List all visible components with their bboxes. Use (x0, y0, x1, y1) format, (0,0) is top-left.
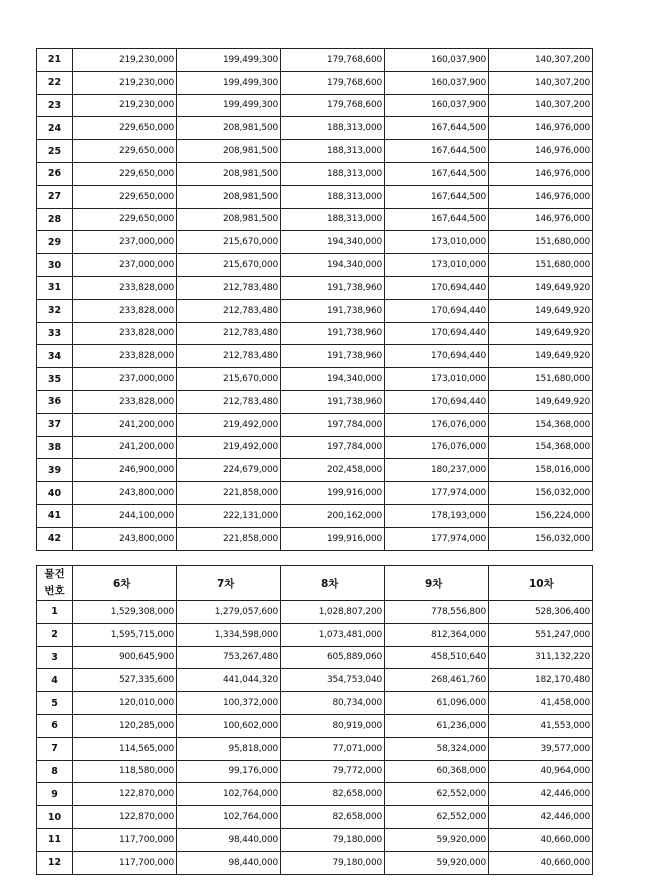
price-cell: 177,974,000 (385, 482, 489, 505)
price-cell: 170,694,440 (385, 299, 489, 322)
price-cell: 753,267,480 (177, 646, 281, 669)
item-number-cell: 1 (37, 601, 73, 624)
round-header-10: 10차 (489, 566, 593, 601)
price-cell: 146,976,000 (489, 140, 593, 163)
price-cell: 100,372,000 (177, 692, 281, 715)
price-cell: 194,340,000 (281, 231, 385, 254)
price-cell: 179,768,600 (281, 71, 385, 94)
item-number-cell: 28 (37, 208, 73, 231)
price-cell: 146,976,000 (489, 117, 593, 140)
price-cell: 40,660,000 (489, 851, 593, 874)
price-cell: 528,306,400 (489, 601, 593, 624)
price-cell: 62,552,000 (385, 806, 489, 829)
price-cell: 149,649,920 (489, 299, 593, 322)
price-cell: 114,565,000 (73, 737, 177, 760)
item-number-cell: 12 (37, 851, 73, 874)
price-cell: 221,858,000 (177, 482, 281, 505)
price-cell: 146,976,000 (489, 162, 593, 185)
table-row (37, 623, 593, 646)
price-cell: 441,044,320 (177, 669, 281, 692)
price-cell: 229,650,000 (73, 140, 177, 163)
price-cell: 170,694,440 (385, 390, 489, 413)
price-cell: 173,010,000 (385, 254, 489, 277)
price-cell: 170,694,440 (385, 276, 489, 299)
price-cell: 82,658,000 (281, 806, 385, 829)
price-cell: 40,964,000 (489, 760, 593, 783)
price-cell: 197,784,000 (281, 413, 385, 436)
price-cell: 188,313,000 (281, 117, 385, 140)
price-cell: 188,313,000 (281, 140, 385, 163)
table-row (37, 49, 593, 72)
price-cell: 61,236,000 (385, 714, 489, 737)
price-cell: 95,818,000 (177, 737, 281, 760)
price-cell: 224,679,000 (177, 459, 281, 482)
item-number-cell: 8 (37, 760, 73, 783)
price-table-rounds-6-10 (36, 565, 593, 875)
price-cell: 151,680,000 (489, 254, 593, 277)
price-cell: 179,768,600 (281, 94, 385, 117)
price-cell: 237,000,000 (73, 231, 177, 254)
table-row (37, 322, 593, 345)
price-cell: 243,800,000 (73, 482, 177, 505)
table-header-row (37, 566, 593, 601)
price-cell: 160,037,900 (385, 49, 489, 72)
price-cell: 199,499,300 (177, 71, 281, 94)
item-number-cell: 5 (37, 692, 73, 715)
price-cell: 40,660,000 (489, 828, 593, 851)
price-cell: 158,016,000 (489, 459, 593, 482)
price-cell: 98,440,000 (177, 851, 281, 874)
price-cell: 118,580,000 (73, 760, 177, 783)
price-cell: 59,920,000 (385, 851, 489, 874)
price-cell: 102,764,000 (177, 806, 281, 829)
price-cell: 167,644,500 (385, 117, 489, 140)
price-cell: 199,499,300 (177, 49, 281, 72)
round-header-8: 8차 (281, 566, 385, 601)
table-row (37, 669, 593, 692)
price-cell: 156,224,000 (489, 504, 593, 527)
item-number-header (37, 566, 73, 601)
item-number-cell: 4 (37, 669, 73, 692)
price-cell: 233,828,000 (73, 390, 177, 413)
price-cell: 199,916,000 (281, 482, 385, 505)
table-row (37, 601, 593, 624)
table-row (37, 806, 593, 829)
price-cell: 212,783,480 (177, 322, 281, 345)
price-cell: 208,981,500 (177, 162, 281, 185)
round-header-6: 6차 (73, 566, 177, 601)
price-cell: 117,700,000 (73, 828, 177, 851)
price-cell: 191,738,960 (281, 276, 385, 299)
price-cell: 208,981,500 (177, 140, 281, 163)
item-number-cell: 35 (37, 368, 73, 391)
table-row (37, 299, 593, 322)
price-cell: 58,324,000 (385, 737, 489, 760)
price-cell: 241,200,000 (73, 436, 177, 459)
price-cell: 212,783,480 (177, 345, 281, 368)
price-cell: 219,230,000 (73, 49, 177, 72)
price-cell: 39,577,000 (489, 737, 593, 760)
price-cell: 215,670,000 (177, 254, 281, 277)
price-cell: 212,783,480 (177, 390, 281, 413)
table-row (37, 851, 593, 874)
price-cell: 77,071,000 (281, 737, 385, 760)
price-cell: 229,650,000 (73, 162, 177, 185)
item-number-cell: 21 (37, 49, 73, 72)
item-number-cell: 30 (37, 254, 73, 277)
price-cell: 199,916,000 (281, 527, 385, 550)
table-row (37, 94, 593, 117)
table-row (37, 783, 593, 806)
price-cell: 221,858,000 (177, 527, 281, 550)
item-number-cell: 40 (37, 482, 73, 505)
price-table-continued-body (37, 49, 593, 551)
table-row (37, 692, 593, 715)
price-cell: 140,307,200 (489, 49, 593, 72)
table-row (37, 390, 593, 413)
price-cell: 177,974,000 (385, 527, 489, 550)
price-cell: 154,368,000 (489, 436, 593, 459)
price-cell: 149,649,920 (489, 390, 593, 413)
price-cell: 99,176,000 (177, 760, 281, 783)
price-cell: 149,649,920 (489, 322, 593, 345)
item-number-cell: 33 (37, 322, 73, 345)
price-cell: 80,919,000 (281, 714, 385, 737)
item-number-cell: 37 (37, 413, 73, 436)
price-cell: 208,981,500 (177, 117, 281, 140)
table-row (37, 117, 593, 140)
table-row (37, 140, 593, 163)
price-cell: 458,510,640 (385, 646, 489, 669)
table-row (37, 504, 593, 527)
price-cell: 233,828,000 (73, 299, 177, 322)
item-number-cell: 29 (37, 231, 73, 254)
table-row (37, 482, 593, 505)
price-cell: 268,461,760 (385, 669, 489, 692)
price-cell: 233,828,000 (73, 276, 177, 299)
table-row (37, 527, 593, 550)
price-cell: 167,644,500 (385, 208, 489, 231)
item-number-header-line1: 물건 (44, 568, 65, 580)
price-cell: 60,368,000 (385, 760, 489, 783)
price-cell: 354,753,040 (281, 669, 385, 692)
price-cell: 176,076,000 (385, 413, 489, 436)
table-row (37, 208, 593, 231)
price-cell: 605,889,060 (281, 646, 385, 669)
price-cell: 188,313,000 (281, 162, 385, 185)
price-cell: 194,340,000 (281, 254, 385, 277)
item-number-cell: 25 (37, 140, 73, 163)
price-cell: 179,768,600 (281, 49, 385, 72)
price-cell: 200,162,000 (281, 504, 385, 527)
item-number-cell: 6 (37, 714, 73, 737)
price-cell: 80,734,000 (281, 692, 385, 715)
price-cell: 212,783,480 (177, 276, 281, 299)
price-cell: 1,279,057,600 (177, 601, 281, 624)
price-cell: 42,446,000 (489, 806, 593, 829)
table-row (37, 760, 593, 783)
price-cell: 199,499,300 (177, 94, 281, 117)
price-cell: 812,364,000 (385, 623, 489, 646)
price-cell: 551,247,000 (489, 623, 593, 646)
price-cell: 62,552,000 (385, 783, 489, 806)
price-cell: 140,307,200 (489, 71, 593, 94)
price-cell: 170,694,440 (385, 322, 489, 345)
price-cell: 41,553,000 (489, 714, 593, 737)
table-row (37, 345, 593, 368)
item-number-cell: 38 (37, 436, 73, 459)
price-cell: 120,010,000 (73, 692, 177, 715)
price-cell: 79,772,000 (281, 760, 385, 783)
price-cell: 191,738,960 (281, 345, 385, 368)
price-cell: 41,458,000 (489, 692, 593, 715)
price-cell: 170,694,440 (385, 345, 489, 368)
item-number-cell: 2 (37, 623, 73, 646)
price-cell: 151,680,000 (489, 231, 593, 254)
price-cell: 167,644,500 (385, 140, 489, 163)
price-cell: 1,529,308,000 (73, 601, 177, 624)
price-cell: 1,334,598,000 (177, 623, 281, 646)
price-cell: 202,458,000 (281, 459, 385, 482)
price-cell: 194,340,000 (281, 368, 385, 391)
price-cell: 237,000,000 (73, 368, 177, 391)
table-row (37, 276, 593, 299)
price-cell: 1,028,807,200 (281, 601, 385, 624)
price-cell: 182,170,480 (489, 669, 593, 692)
price-cell: 244,100,000 (73, 504, 177, 527)
round-header-7: 7차 (177, 566, 281, 601)
price-cell: 191,738,960 (281, 390, 385, 413)
price-cell: 778,556,800 (385, 601, 489, 624)
item-number-cell: 23 (37, 94, 73, 117)
table-row (37, 368, 593, 391)
table-row (37, 828, 593, 851)
price-cell: 197,784,000 (281, 436, 385, 459)
price-cell: 208,981,500 (177, 208, 281, 231)
price-cell: 79,180,000 (281, 851, 385, 874)
price-cell: 167,644,500 (385, 162, 489, 185)
table-row (37, 254, 593, 277)
price-table-continued (36, 48, 593, 551)
price-cell: 1,073,481,000 (281, 623, 385, 646)
price-cell: 178,193,000 (385, 504, 489, 527)
item-number-cell: 27 (37, 185, 73, 208)
price-cell: 42,446,000 (489, 783, 593, 806)
item-number-cell: 39 (37, 459, 73, 482)
table-row (37, 714, 593, 737)
price-cell: 120,285,000 (73, 714, 177, 737)
price-cell: 237,000,000 (73, 254, 177, 277)
price-cell: 219,230,000 (73, 71, 177, 94)
price-table-rounds-6-10-body (37, 601, 593, 875)
price-cell: 173,010,000 (385, 368, 489, 391)
item-number-cell: 41 (37, 504, 73, 527)
price-cell: 154,368,000 (489, 413, 593, 436)
price-cell: 156,032,000 (489, 527, 593, 550)
price-cell: 229,650,000 (73, 185, 177, 208)
price-cell: 82,658,000 (281, 783, 385, 806)
price-cell: 229,650,000 (73, 208, 177, 231)
price-cell: 79,180,000 (281, 828, 385, 851)
item-number-cell: 10 (37, 806, 73, 829)
price-cell: 229,650,000 (73, 117, 177, 140)
price-cell: 527,335,600 (73, 669, 177, 692)
price-cell: 146,976,000 (489, 185, 593, 208)
item-number-cell: 42 (37, 527, 73, 550)
price-cell: 61,096,000 (385, 692, 489, 715)
price-cell: 188,313,000 (281, 185, 385, 208)
price-cell: 243,800,000 (73, 527, 177, 550)
item-number-cell: 24 (37, 117, 73, 140)
round-header-9: 9차 (385, 566, 489, 601)
price-cell: 1,595,715,000 (73, 623, 177, 646)
table-row (37, 436, 593, 459)
price-cell: 122,870,000 (73, 783, 177, 806)
price-cell: 191,738,960 (281, 322, 385, 345)
price-cell: 208,981,500 (177, 185, 281, 208)
item-number-cell: 26 (37, 162, 73, 185)
price-cell: 160,037,900 (385, 71, 489, 94)
item-number-header-line2: 번호 (44, 585, 65, 597)
item-number-cell: 7 (37, 737, 73, 760)
price-cell: 191,738,960 (281, 299, 385, 322)
table-row (37, 185, 593, 208)
price-cell: 100,602,000 (177, 714, 281, 737)
table-row (37, 459, 593, 482)
item-number-cell: 22 (37, 71, 73, 94)
table-row (37, 646, 593, 669)
price-cell: 222,131,000 (177, 504, 281, 527)
table-row (37, 162, 593, 185)
item-number-cell: 3 (37, 646, 73, 669)
price-cell: 219,492,000 (177, 436, 281, 459)
price-cell: 117,700,000 (73, 851, 177, 874)
price-cell: 151,680,000 (489, 368, 593, 391)
price-cell: 176,076,000 (385, 436, 489, 459)
price-cell: 59,920,000 (385, 828, 489, 851)
price-cell: 246,900,000 (73, 459, 177, 482)
price-cell: 241,200,000 (73, 413, 177, 436)
price-cell: 215,670,000 (177, 231, 281, 254)
price-cell: 900,645,900 (73, 646, 177, 669)
price-cell: 122,870,000 (73, 806, 177, 829)
price-cell: 140,307,200 (489, 94, 593, 117)
price-cell: 212,783,480 (177, 299, 281, 322)
price-cell: 215,670,000 (177, 368, 281, 391)
table-row (37, 231, 593, 254)
item-number-cell: 9 (37, 783, 73, 806)
table-row (37, 413, 593, 436)
price-cell: 167,644,500 (385, 185, 489, 208)
price-cell: 156,032,000 (489, 482, 593, 505)
item-number-cell: 11 (37, 828, 73, 851)
price-cell: 311,132,220 (489, 646, 593, 669)
price-cell: 180,237,000 (385, 459, 489, 482)
table-row (37, 71, 593, 94)
item-number-cell: 31 (37, 276, 73, 299)
price-cell: 160,037,900 (385, 94, 489, 117)
item-number-cell: 34 (37, 345, 73, 368)
item-number-cell: 32 (37, 299, 73, 322)
price-cell: 149,649,920 (489, 276, 593, 299)
price-cell: 219,230,000 (73, 94, 177, 117)
price-cell: 233,828,000 (73, 345, 177, 368)
price-cell: 146,976,000 (489, 208, 593, 231)
price-cell: 149,649,920 (489, 345, 593, 368)
price-cell: 219,492,000 (177, 413, 281, 436)
price-cell: 188,313,000 (281, 208, 385, 231)
price-cell: 102,764,000 (177, 783, 281, 806)
price-cell: 233,828,000 (73, 322, 177, 345)
table-row (37, 737, 593, 760)
price-cell: 98,440,000 (177, 828, 281, 851)
item-number-cell: 36 (37, 390, 73, 413)
price-cell: 173,010,000 (385, 231, 489, 254)
